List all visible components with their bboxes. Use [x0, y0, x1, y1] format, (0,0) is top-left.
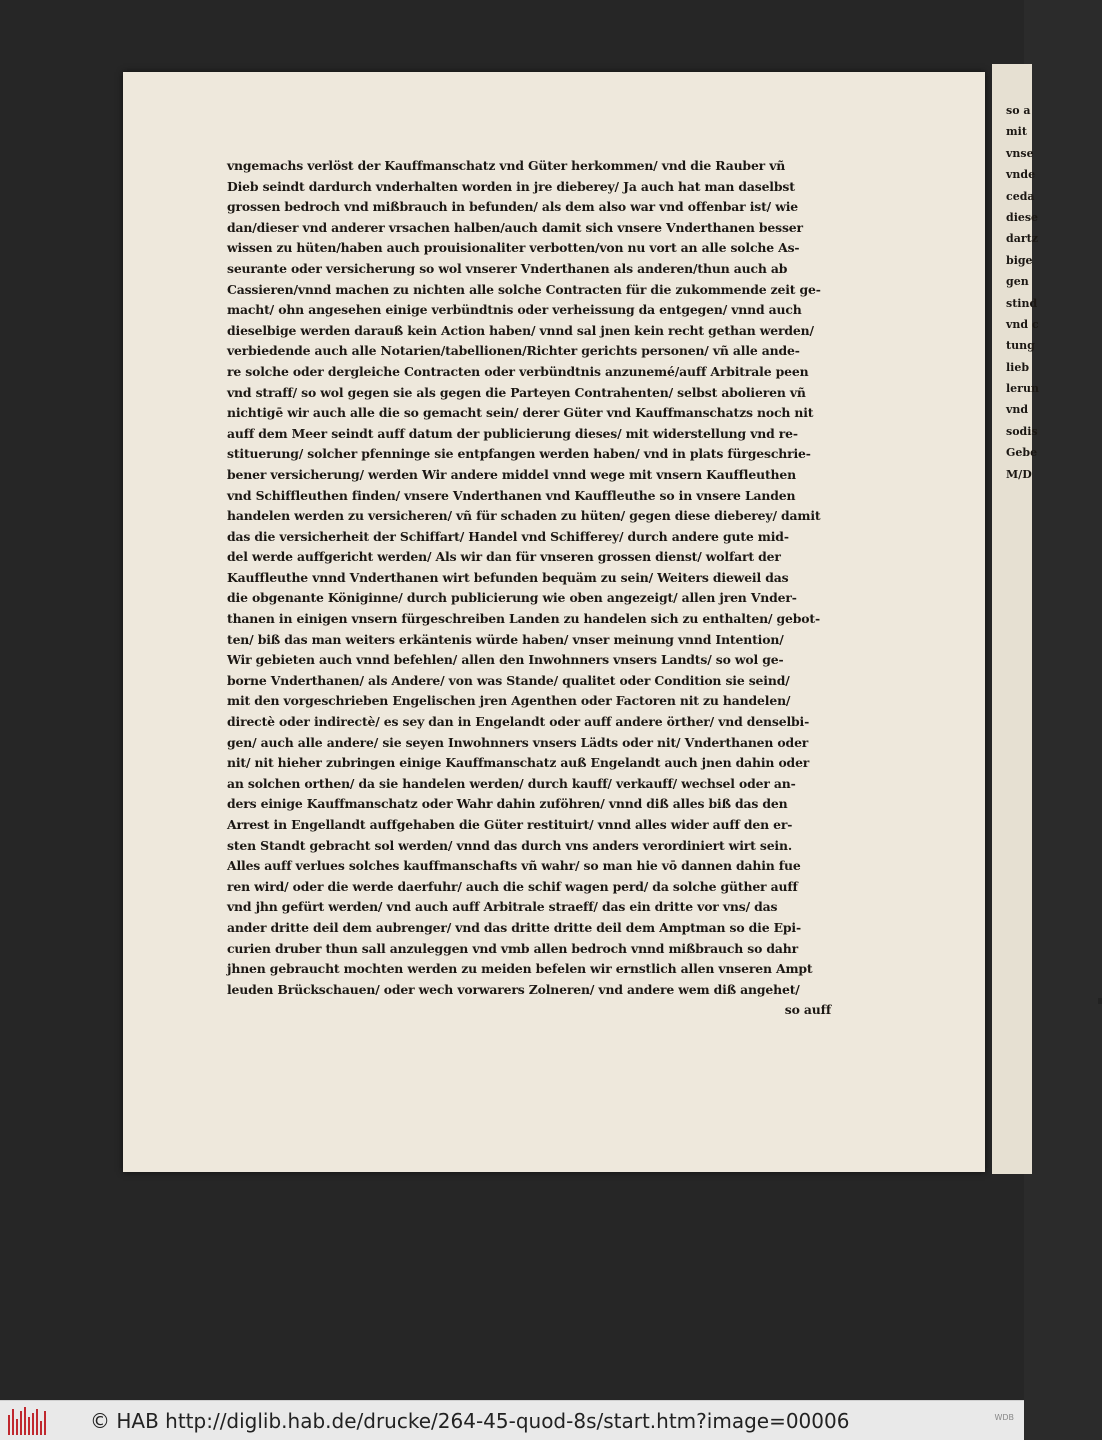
- fragment-line: lerun: [1006, 382, 1039, 396]
- logo-bar: [36, 1409, 38, 1435]
- text-line: ders einige Kauffmanschatz oder Wahr dahin zuföhren/ vnnd diß alles biß das den: [227, 796, 788, 812]
- logo-bar: [12, 1409, 14, 1435]
- fragment-line: vnde: [1006, 168, 1036, 182]
- text-line: vnd jhn gefürt werden/ vnd auch auff Arbitrale straeff/ das ein dritte vor vns/ das: [227, 899, 778, 915]
- fragment-line: vnd: [1006, 403, 1029, 417]
- logo-bar: [40, 1421, 42, 1435]
- text-line: Dieb seindt dardurch vnderhalten worden in jre dieberey/ Ja auch hat man daselbst: [227, 178, 795, 194]
- logo-bar: [20, 1411, 22, 1435]
- text-line: nichtigē wir auch alle die so gemacht sein/ derer Güter vnd Kauffmanschatzs noch nit: [227, 405, 814, 421]
- text-line: thanen in einigen vnsern fürgeschreiben Landen zu handelen sich zu enthalten/ gebot-: [227, 611, 820, 627]
- logo-bar: [44, 1411, 46, 1435]
- fragment-line: M/D: [1006, 467, 1032, 481]
- text-line: wissen zu hüten/haben auch prouisionaliter verbotten/von nu vort an alle solche As-: [227, 240, 800, 256]
- adjacent-page-edge: [992, 64, 1039, 1174]
- text-line: handelen werden zu versicheren/ vñ für schaden zu hüten/ gegen diese dieberey/ damit: [227, 508, 821, 524]
- fragment-line: Gebe: [1006, 446, 1038, 460]
- text-line: ten/ biß das man weiters erkäntenis würde haben/ vnser meinung vnnd Intention/: [227, 631, 784, 647]
- text-line: Arrest in Engellandt auffgehaben die Güter restituirt/ vnnd alles wider auff den er-: [227, 817, 793, 832]
- logo-bar: [32, 1413, 34, 1435]
- text-line: vnd Schiffleuthen finden/ vnsere Vnderthanen vnd Kauffleuthe so in vnsere Landen: [227, 487, 796, 503]
- fragment-line: mit: [1006, 125, 1027, 139]
- book-page: [123, 72, 985, 1172]
- fragment-line: diese: [1006, 210, 1039, 224]
- text-line: directè oder indirectè/ es sey dan in Engelandt oder auff andere örther/ vnd denselbi-: [227, 714, 810, 730]
- text-line: sten Standt gebracht sol werden/ vnnd das durch vns anders verordiniert wirt sein.: [227, 837, 793, 853]
- text-line: nit/ nit hieher zubringen einige Kauffmanschatz auß Engelandt auch jnen dahin oder: [227, 755, 810, 771]
- fragment-line: stind: [1006, 296, 1038, 310]
- text-line: grossen bedroch vnd mißbrauch in befunden/ als dem also war vnd offenbar ist/ wie: [227, 199, 799, 215]
- adjacent-page-text: [1006, 100, 1039, 485]
- ink-mark: [1098, 998, 1102, 1004]
- text-line: Alles auff verlues solches kauffmanschafts vñ wahr/ so man hie vō dannen dahin fue: [227, 858, 801, 874]
- copyright-link[interactable]: © HAB http://diglib.hab.de/drucke/264-45-quod-8s/start.htm?image=00006: [90, 1408, 850, 1433]
- wdb-logo-icon: [6, 1406, 50, 1436]
- text-line: ander dritte deil dem aubrenger/ vnd das dritte dritte deil dem Amptman so die Epi-: [227, 919, 801, 935]
- text-line: jhnen gebraucht mochten werden zu meiden befelen wir ernstlich allen vnseren Ampt: [227, 961, 813, 977]
- text-line: das die versicherheit der Schiffart/ Handel vnd Schifferey/ durch andere gute mid-: [227, 528, 789, 544]
- text-line: borne Vnderthanen/ als Andere/ von was Stande/ qualitet oder Condition sie seind/: [227, 672, 790, 688]
- fragment-line: lieb: [1006, 360, 1030, 374]
- text-line: seurante oder versicherung so wol vnserer Vnderthanen als anderen/thun auch ab: [227, 260, 788, 276]
- fragment-line: dartz: [1006, 232, 1038, 246]
- text-line: macht/ ohn angesehen einige verbündtnis oder verheissung da entgegen/ vnnd auch: [227, 302, 802, 318]
- fragment-line: vnd c: [1006, 317, 1039, 331]
- footer-bar: [0, 1400, 1024, 1440]
- text-line: verbiedende auch alle Notarien/tabellionen/Richter gerichts personen/ vñ alle ande-: [227, 343, 800, 359]
- fragment-line: sodis: [1006, 424, 1038, 438]
- text-line: stituerung/ solcher pfenninge sie entpfangen werden haben/ vnd in plats fürgeschrie-: [227, 446, 811, 462]
- text-line: ren wird/ oder die werde daerfuhr/ auch die schif wagen perd/ da solche güther auff: [227, 878, 798, 894]
- logo-bar: [24, 1407, 26, 1435]
- text-line: so auff: [784, 1002, 831, 1018]
- text-line: del werde auffgericht werden/ Als wir dan für vnseren grossen dienst/ wolfart der: [227, 549, 781, 565]
- text-line: Cassieren/vnnd machen zu nichten alle solche Contracten für die zukommende zeit ge-: [227, 281, 821, 297]
- text-line: bener versicherung/ werden Wir andere middel vnnd wege mit vnsern Kauffleuthen: [227, 466, 796, 482]
- fragment-line: gen: [1006, 275, 1029, 289]
- fragment-line: bige: [1006, 253, 1033, 267]
- footer-code: WDB: [994, 1413, 1014, 1422]
- logo-bar: [8, 1415, 10, 1435]
- text-line: re solche oder dergleiche Contracten oder verbündtnis anzunemé/auff Arbitrale peen: [227, 363, 809, 379]
- fragment-line: ceda: [1006, 189, 1035, 203]
- page-text: [227, 156, 917, 1021]
- text-line: vnd straff/ so wol gegen sie als gegen die Parteyen Contrahenten/ selbst abolieren vñ: [227, 384, 806, 400]
- logo-bar: [16, 1419, 18, 1435]
- text-line: an solchen orthen/ da sie handelen werden/ durch kauff/ verkauff/ wechsel oder an-: [227, 775, 796, 791]
- text-line: dieselbige werden darauß kein Action haben/ vnnd sal jnen kein recht gethan werden/: [227, 322, 814, 338]
- text-line: die obgenante Königinne/ durch publicierung wie oben angezeigt/ allen jren Vnder-: [227, 590, 797, 606]
- text-line: gen/ auch alle andere/ sie seyen Inwohnners vnsers Lädts oder nit/ Vnderthanen oder: [227, 734, 809, 750]
- fragment-line: tung: [1006, 339, 1035, 353]
- logo-bar: [28, 1417, 30, 1435]
- text-line: dan/dieser vnd anderer vrsachen halben/auch damit sich vnsere Vnderthanen besser: [227, 219, 803, 235]
- fragment-line: vnse: [1006, 146, 1034, 160]
- text-line: mit den vorgeschrieben Engelischen jren Agenthen oder Factoren nit zu handelen/: [227, 693, 791, 709]
- text-line: Kauffleuthe vnnd Vnderthanen wirt befunden bequäm zu sein/ Weiters dieweil das: [227, 569, 789, 585]
- text-line: curien druber thun sall anzuleggen vnd vmb allen bedroch vnnd mißbrauch so dahr: [227, 940, 799, 956]
- fragment-line: so a: [1006, 104, 1031, 117]
- text-line: auff dem Meer seindt auff datum der publicierung dieses/ mit widerstellung vnd re-: [227, 425, 798, 441]
- text-line: vngemachs verlöst der Kauffmanschatz vnd Güter herkommen/ vnd die Rauber vñ: [227, 158, 786, 173]
- text-line: Wir gebieten auch vnnd befehlen/ allen den Inwohnners vnsers Landts/ so wol ge-: [227, 652, 784, 668]
- text-line: leuden Brückschauen/ oder wech vorwarers Zolneren/ vnd andere wem diß angehet/: [227, 981, 800, 997]
